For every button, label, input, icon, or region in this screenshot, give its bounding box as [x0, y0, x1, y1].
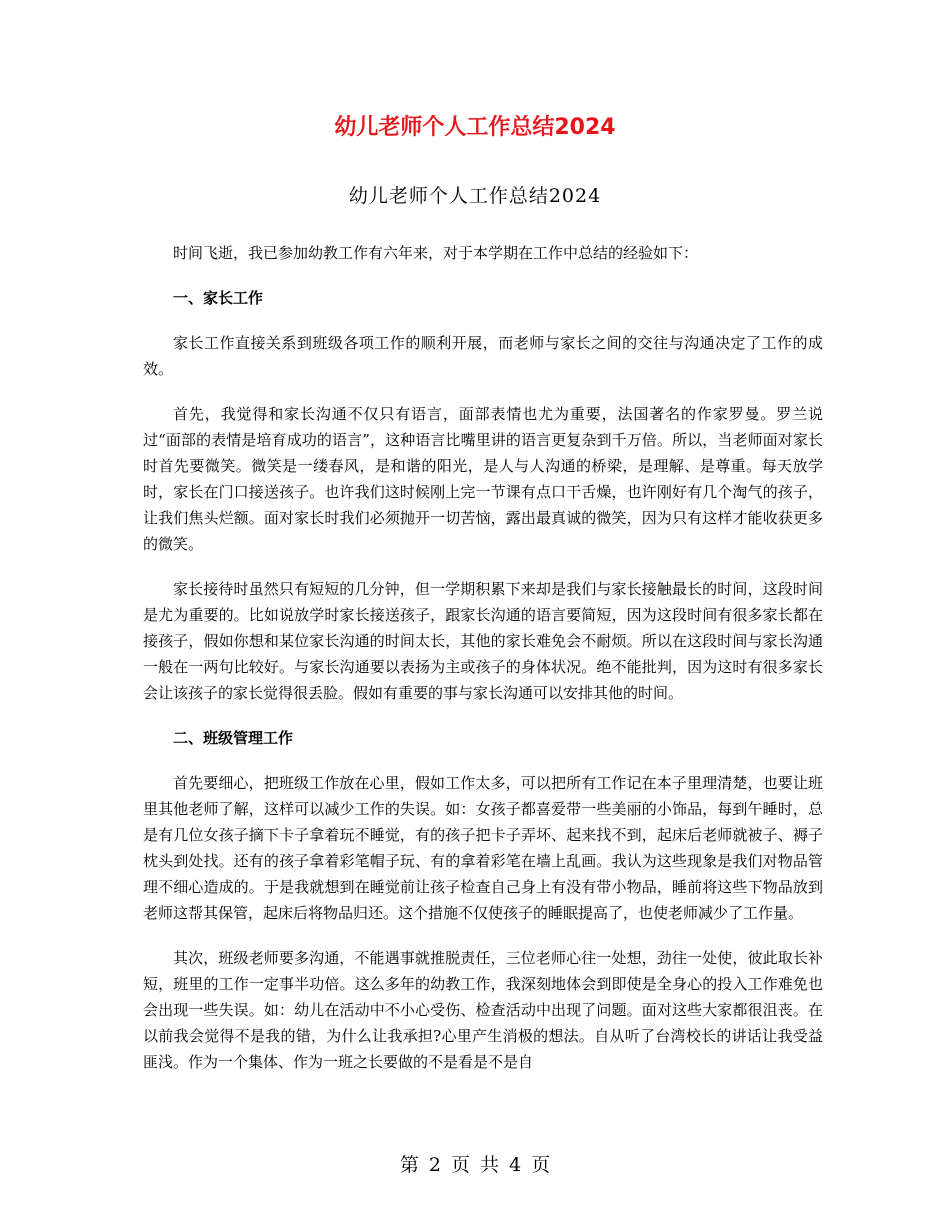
paragraph: 家长工作直接关系到班级各项工作的顺利开展，而老师与家长之间的交往与沟通决定了工作的成效。	[143, 334, 823, 378]
paragraph: 首先要细心，把班级工作放在心里，假如工作太多，可以把所有工作记在本子里理清楚，也要让班里其他老师了解，这样可以减少工作的失误。如：女孩子都喜爱带一些美丽的小饰品，每到午睡时，总是有几位女孩子摘下卡子拿着玩不睡觉，有的孩子把卡子弄坏、起来找不到，起床后老师就被子、褥子枕头到处找。还有的孩子拿着彩笔帽子玩、有的拿着彩笔在墙上乱画。我认为这些现象是我们对物品管理不细心造成的。于是我就想到在睡觉前让孩子检查自己身上有没有带小物品，睡前将这些下物品放到老师这帮其保管，起床后将物品归还。这个措施不仅使孩子的睡眠提高了，也使老师减少了工作量。	[143, 774, 823, 922]
paragraph: 家长接待时虽然只有短短的几分钟，但一学期积累下来却是我们与家长接触最长的时间，这段时间是尤为重要的。比如说放学时家长接送孩子，跟家长沟通的语言要简短，因为这段时间有很多家长都在接孩子，假如你想和某位家长沟通的时间太长，其他的家长难免会不耐烦。所以在这段时间与家长沟通一般在一两句比较好。与家长沟通要以表扬为主或孩子的身体状况。绝不能批判，因为这时有很多家长会让该孩子的家长觉得很丢脸。假如有重要的事与家长沟通可以安排其他的时间。	[143, 580, 823, 702]
paragraph: 首先，我觉得和家长沟通不仅只有语言，面部表情也尤为重要，法国著名的作家罗曼。罗兰说过“面部的表情是培育成功的语言”，这种语言比嘴里讲的语言更复杂到千万倍。所以，当老师面对家长时首先要微笑。微笑是一缕春风，是和谐的阳光，是人与人沟通的桥梁，是理解、是尊重。每天放学时，家长在门口接送孩子。也许我们这时候刚上完一节课有点口干舌燥，也许刚好有几个淘气的孩子，让我们焦头烂额。面对家长时我们必须抛开一切苦恼，露出最真诚的微笑，因为只有这样才能收获更多的微笑。	[143, 405, 823, 553]
section-heading-class-management: 二、班级管理工作	[173, 729, 294, 747]
intro-paragraph: 时间飞逝，我已参加幼教工作有六年来，对于本学期在工作中总结的经验如下：	[173, 244, 699, 262]
paragraph: 其次，班级老师要多沟通，不能遇事就推脱责任，三位老师心往一处想，劲往一处使，彼此取长补短，班里的工作一定事半功倍。这么多年的幼教工作，我深刻地体会到即使是全身心的投入工作难免也会出现一些失误。如：幼儿在活动中不小心受伤、检查活动中出现了问题。面对这些大家都很沮丧。在以前我会觉得不是我的错，为什么让我承担?心里产生消极的想法。自从听了台湾校长的讲话让我受益匪浅。作为一个集体、作为一班之长要做的不是看是不是自	[143, 949, 823, 1071]
section-heading-parents: 一、家长工作	[173, 289, 264, 307]
page-number-footer: 第 2 页 共 4 页	[399, 1154, 551, 1176]
document-subtitle: 幼儿老师个人工作总结2024	[348, 185, 602, 207]
document-title: 幼儿老师个人工作总结2024	[334, 115, 616, 140]
document-body	[143, 240, 823, 1094]
